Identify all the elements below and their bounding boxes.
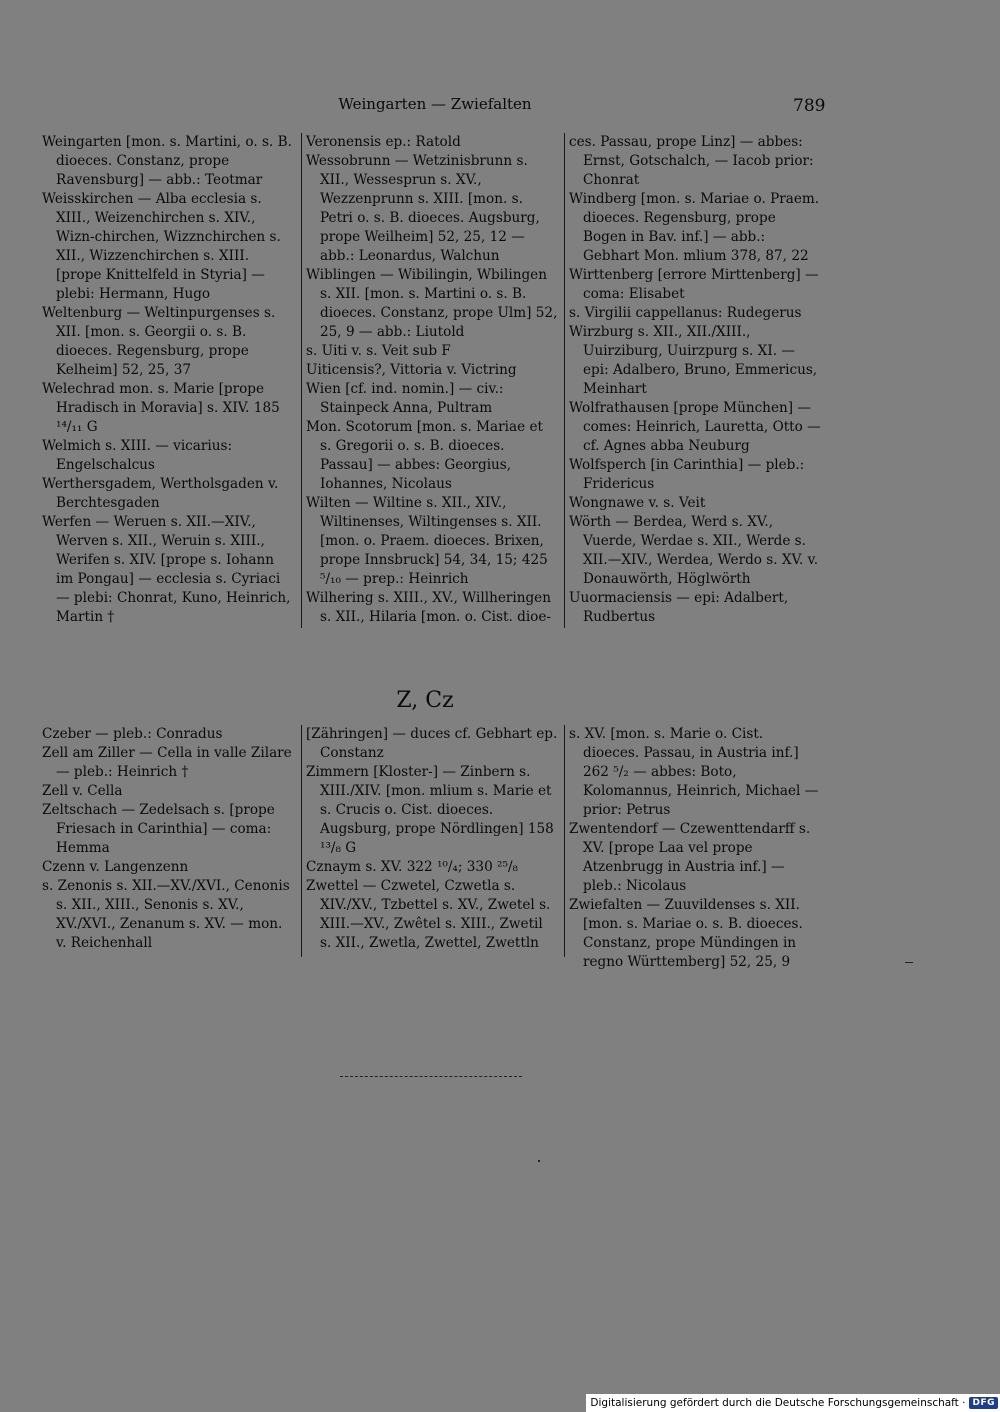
upper-column-1 — [42, 133, 294, 627]
index-entry: Wilhering s. XIII., XV., Willheringen s. XII., Hilaria [mon. o. Cist. dioe- — [306, 590, 551, 625]
upper-column-2 — [306, 133, 558, 627]
index-entry: ces. Passau, prope Linz] — abbes: Ernst, Gotschalch, — Iacob prior: Chonrat — [569, 134, 814, 188]
index-entry: Wessobrunn — Wetzinisbrunn s. XII., Wessesprun s. XV., Wezzenprunn s. XIII. [mon. s. Petri o. s. B. dioeces. Augsburg, prope Weilheim] 52, 25, 12 — abb.: Leonardus, Walchun — [306, 153, 540, 264]
index-entry: Weltenburg — Weltinpurgenses s. XII. [mon. s. Georgii o. s. B. dioeces. Regensburg, prope Kelheim] 52, 25, 37 — [42, 305, 276, 378]
index-entry: Windberg [mon. s. Mariae o. Praem. dioeces. Regensburg, prope Bogen in Bav. inf.] — abb.: Gebhart Mon. mlium 378, 87, 22 — [569, 191, 820, 264]
index-entry: Zwiefalten — Zuuvildenses s. XII. [mon. s. Mariae o. s. B. dioeces. Constanz, prope Mündingen in regno Württemberg] 52, 25, 9 — [569, 897, 803, 970]
index-entry: [Zähringen] — duces cf. Gebhart ep. Constanz — [306, 726, 558, 761]
index-entry: Zell v. Cella — [42, 783, 123, 799]
index-entry: Zeltschach — Zedelsach s. [prope Friesach in Carinthia] — coma: Hemma — [42, 802, 275, 856]
index-entry: Wongnawe v. s. Veit — [569, 495, 706, 511]
index-entry: Werthersgadem, Wertholsgaden v. Berchtesgaden — [42, 476, 279, 511]
index-entry: Wolfsperch [in Carinthia] — pleb.: Fridericus — [569, 457, 805, 492]
index-entry: s. Zenonis s. XII.—XV./XVI., Cenonis s. XII., XIII., Senonis s. XV., XV./XVI., Zenanum s. XV. — mon. v. Reichenhall — [42, 878, 290, 951]
index-entry: Wilten — Wiltine s. XII., XIV., Wiltinenses, Wiltingenses s. XII. [mon. o. Praem. dioeces. Brixen, prope Innsbruck] 54, 34, 15; 425 ⁵/₁₀ — prep.: Heinrich — [306, 495, 548, 587]
index-entry: Cznaym s. XV. 322 ¹⁰/₄; 330 ²⁵/₈ — [306, 859, 518, 875]
index-entry: Wirttenberg [errore Mirttenberg] — coma: Elisabet — [569, 267, 819, 302]
index-entry: Wörth — Berdea, Werd s. XV., Vuerde, Werdae s. XII., Werde s. XII.—XIV., Werdea, Werdo s. XV. v. Donauwörth, Höglwörth — [569, 514, 819, 587]
index-entry: Weingarten [mon. s. Martini, o. s. B. dioeces. Constanz, prope Ravensburg] — abb.: Teotmar — [42, 134, 292, 188]
index-entry: Uiticensis?, Vittoria v. Victring — [306, 362, 517, 378]
dfg-logo: DFG — [969, 1397, 998, 1409]
index-entry: s. Virgilii cappellanus: Rudegerus — [569, 305, 802, 321]
trailing-rule — [905, 962, 913, 963]
index-entry: Czeber — pleb.: Conradus — [42, 726, 223, 742]
index-entry: Zimmern [Kloster-] — Zinbern s. XIII./XIV. [mon. mlium s. Marie et s. Crucis o. Cist. dioeces. Augsburg, prope Nördlingen] 158 ¹³/₈ G — [306, 764, 554, 856]
index-entry: Weisskirchen — Alba ecclesia s. XIII., Weizenchirchen s. XIV., Wizn-chirchen, Wizznchirchen s. XII., Wizzenchirchen s. XIII. [prope Knittelfeld in Styria] — plebi: Hermann, Hugo — [42, 191, 281, 302]
column-rule — [301, 133, 302, 628]
column-rule — [301, 725, 302, 957]
index-entry: s. XV. [mon. s. Marie o. Cist. dioeces. Passau, in Austria inf.] 262 ⁵/₂ — abbes: Boto, Kolomannus, Heinrich, Michael — prior: Petrus — [569, 726, 819, 818]
index-entry: Werfen — Weruen s. XII.—XIV., Werven s. XII., Weruin s. XIII., Werifen s. XIV. [prope s. Iohann im Pongau] — ecclesia s. Cyriaci — plebi: Chonrat, Kuno, Heinrich, Martin † — [42, 514, 291, 625]
index-entry: Mon. Scotorum [mon. s. Mariae et s. Gregorii o. s. B. dioeces. Passau] — abbes: Georgius, Iohannes, Nicolaus — [306, 419, 543, 492]
dashed-divider — [340, 1076, 522, 1077]
page-header-title: Weingarten — Zwiefalten — [338, 95, 532, 113]
index-entry: Zell am Ziller — Cella in valle Zilare — pleb.: Heinrich † — [42, 745, 292, 780]
index-entry: Zwentendorf — Czewenttendarff s. XV. [prope Laa vel prope Atzenbrugg in Austria inf.] — pleb.: Nicolaus — [569, 821, 811, 894]
index-entry: Wirzburg s. XII., XII./XIII., Uuirziburg, Uuirzpurg s. XI. — epi: Adalbero, Bruno, Emmericus, Meinhart — [569, 324, 818, 397]
footer-bar — [586, 1394, 1000, 1412]
column-rule — [564, 725, 565, 957]
index-entry: Czenn v. Langenzenn — [42, 859, 189, 875]
page-number: 789 — [793, 96, 826, 116]
index-entry: Wolfrathausen [prope München] — comes: Heinrich, Lauretta, Otto — cf. Agnes abba Neuburg — [569, 400, 821, 454]
column-rule — [564, 133, 565, 628]
footer-text: Digitalisierung gefördert durch die Deutsche Forschungsgemeinschaft · — [590, 1397, 966, 1409]
section-heading: Z, Cz — [396, 688, 454, 713]
lower-column-3 — [569, 725, 821, 972]
index-entry: Veronensis ep.: Ratold — [306, 134, 461, 150]
lower-column-1 — [42, 725, 294, 953]
index-entry: s. Uiti v. s. Veit sub F — [306, 343, 451, 359]
index-entry: Wien [cf. ind. nomin.] — civ.: Stainpeck Anna, Pultram — [306, 381, 504, 416]
lower-column-2 — [306, 725, 558, 953]
speck-mark — [538, 1160, 540, 1162]
index-entry: Welechrad mon. s. Marie [prope Hradisch in Moravia] s. XIV. 185 ¹⁴/₁₁ G — [42, 381, 280, 435]
index-entry: Welmich s. XIII. — vicarius: Engelschalcus — [42, 438, 233, 473]
upper-column-3 — [569, 133, 821, 627]
index-entry: Uuormaciensis — epi: Adalbert, Rudbertus — [569, 590, 789, 625]
index-entry: Zwettel — Czwetel, Czwetla s. XIV./XV., Tzbettel s. XV., Zwetel s. XIII.—XV., Zwêtel s. XIII., Zwetil s. XII., Zwetla, Zwettel, Zwettln — [306, 878, 551, 951]
index-entry: Wiblingen — Wibilingin, Wbilingen s. XII. [mon. s. Martini o. s. B. dioeces. Constanz, prope Ulm] 52, 25, 9 — abb.: Liutold — [306, 267, 558, 340]
